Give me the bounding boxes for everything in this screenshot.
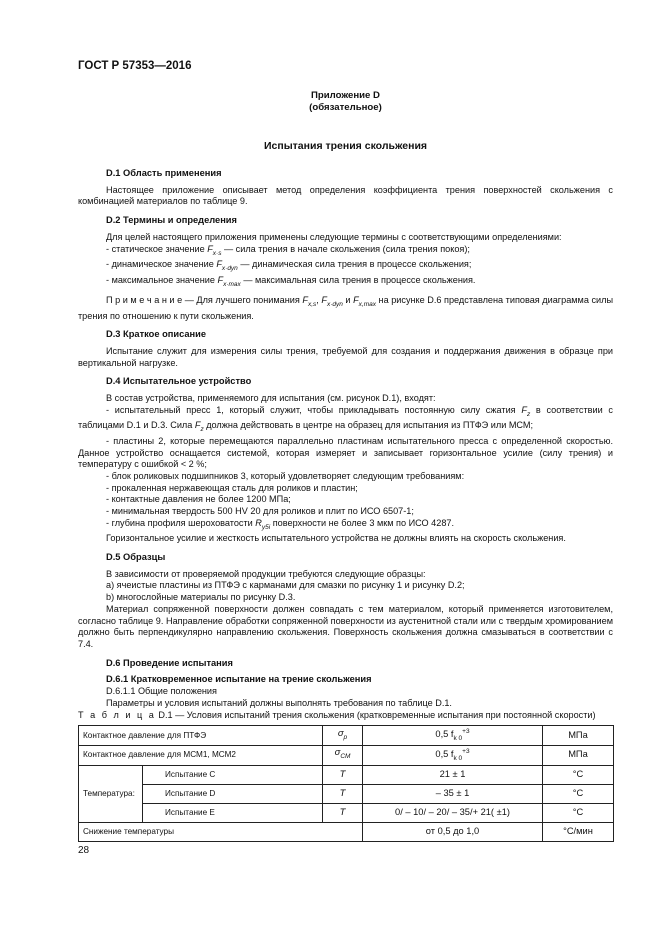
standard-designation: ГОСТ Р 57353—2016	[78, 60, 192, 72]
annex-status: (обязательное)	[309, 102, 382, 113]
temperature-label: Температура:	[79, 765, 143, 822]
param-unit: °C	[543, 765, 614, 784]
table-caption: Т а б л и ц а D.1 — Условия испытаний трения скольжения (кратковременные испытания при постоянной скорости)	[78, 709, 596, 720]
table-row	[79, 726, 614, 746]
param-name: Испытание D	[143, 784, 323, 803]
document-body	[78, 168, 613, 842]
section-d3-heading: D.3 Краткое описание	[106, 329, 207, 340]
sample-item-b: b) многослойные материалы по рисунку D.3.	[106, 592, 296, 603]
param-unit: °C	[543, 803, 614, 822]
section-d5-heading: D.5 Образцы	[106, 552, 166, 563]
param-unit: °C	[543, 784, 614, 803]
section-d1-heading: D.1 Область применения	[106, 168, 222, 178]
section-d6-text: Параметры и условия испытаний должны выполнять требования по таблице D.1.	[106, 697, 452, 708]
device-item-horizontal-force: Горизонтальное усилие и жесткость испытательного устройства не должны влиять на скорость скольжения.	[106, 533, 566, 544]
param-unit: °C/мин	[543, 822, 614, 841]
param-unit: МПа	[543, 745, 614, 765]
section-d4-intro: В состав устройства, применяемого для испытания (см. рисунок D.1), входят:	[106, 393, 436, 404]
device-item-roughness: - глубина профиля шероховатости $R_{y5i}$ поверхности не более 3 мкм по ИСО 4287.	[106, 517, 455, 531]
param-value: 0,5 $f_{k 0}^{+3}$	[363, 726, 543, 746]
annex-title: Испытания трения скольжения	[263, 140, 428, 152]
param-symbol: T	[323, 803, 363, 822]
table-row	[79, 822, 614, 841]
section-d6-heading: D.6 Проведение испытания	[106, 657, 233, 668]
device-item-steel: - прокаленная нержавеющая сталь для роликов и пластин;	[106, 482, 358, 493]
param-name: Контактное давление для МСМ1, МСМ2	[79, 745, 323, 765]
term-max: - максимальное значение $F_{x\cdot max}$ — максимальная сила трения в процессе скольжения.	[106, 274, 476, 288]
section-d6-1-heading: D.6.1 Кратковременное испытание на трение скольжения	[106, 674, 372, 685]
param-symbol: $\sigma_p$	[323, 726, 363, 746]
page-number: 28	[78, 845, 90, 856]
section-d2-heading: D.2 Термины и определения	[106, 215, 237, 226]
term-dynamic: - динамическое значение $F_{x\cdot dyn}$ — динамическая сила трения в процессе скольжения;	[106, 259, 472, 272]
section-d1-text: Настоящее приложение описывает метод определения коэффициента трения поверхностей скольжения с комбинацией материалов по таблице 9.	[78, 184, 613, 207]
conditions-table	[78, 725, 614, 841]
param-symbol: T	[323, 765, 363, 784]
param-value: 21 ± 1	[363, 765, 543, 784]
param-value: – 35 ± 1	[363, 784, 543, 803]
section-d5-intro: В зависимости от проверяемой продукции требуются следующие образцы:	[106, 568, 426, 579]
annex-name: Приложение D	[311, 90, 380, 101]
param-value: от 0,5 до 1,0	[363, 822, 543, 841]
term-static: - статическое значение $F_{x\cdot s}$ — сила трения в начале скольжения (сила трения покоя);	[106, 243, 470, 257]
device-item-plates: - пластины 2, которые перемещаются параллельно пластинам испытательного пресса с определенной скоростью. Данное устройство оснащается системой, которая измеряет и записывает горизонтальное усилие (силу трения) и температуру с ошибкой < 2 %;	[78, 435, 613, 470]
section-d5-text: Материал сопряженной поверхности должен совпадать с тем материалом, который применяется изготовителем, согласно таблице 9. Направление обработки сопряженной поверхности из аустенитной стали или с твердым хромированием должно быть перпендикулярно направлению скольжения. Поверхность скольжения должна смазываться в соответствии с 7.4.	[78, 603, 613, 649]
param-unit: МПа	[543, 726, 614, 746]
table-row	[79, 745, 614, 765]
table-row	[79, 765, 614, 784]
section-d4-heading: D.4 Испытательное устройство	[106, 376, 252, 387]
section-d2-intro: Для целей настоящего приложения применены следующие термины с соответствующими определениями:	[106, 231, 562, 242]
param-symbol: $\sigma_{CM}$	[323, 745, 363, 765]
param-name: Контактное давление для ПТФЭ	[79, 726, 323, 746]
device-item-bearings: - блок роликовых подшипников 3, который удовлетворяет следующим требованиям:	[106, 471, 465, 482]
sample-item-a: a) ячеистые пластины из ПТФЭ с карманами для смазки по рисунку 1 и рисунку D.2;	[106, 580, 465, 591]
table-row	[79, 803, 614, 822]
device-item-press: - испытательный пресс 1, который служит, чтобы прикладывать постоянную силу сжатия $F_z$ в соответствии с таблицами D.1 и D.3. Сила $F_z$ должна действовать в центре на образец для испытания из ПТФЭ или МСМ;	[78, 404, 613, 434]
section-d6-1-1-item: D.6.1.1 Общие положения	[106, 686, 217, 697]
param-name: Снижение температуры	[79, 822, 363, 841]
param-symbol: T	[323, 784, 363, 803]
section-d3-text: Испытание служит для измерения силы трения, требуемой для создания и поддержания движения в образце при вертикальной нагрузке.	[78, 346, 613, 368]
param-name: Испытание E	[143, 803, 323, 822]
param-name: Испытание С	[143, 765, 323, 784]
device-item-hardness: - минимальная твердость 500 HV 20 для роликов и плит по ИСО 6507-1;	[106, 506, 414, 517]
section-d2-note: П р и м е ч а н и е — Для лучшего понимания $F_{x,s}$, $F_{x\cdot dyn}$ и $F_{x,max}$ на рисунке D.6 представлена типовая диаграмма силы трения по отношению к пути скольжения.	[78, 295, 613, 321]
param-value: 0,5 $f_{k 0}^{+3}$	[363, 745, 543, 765]
table-row	[79, 784, 614, 803]
param-value: 0/ – 10/ – 20/ – 35/+ 21( ±1)	[363, 803, 543, 822]
device-item-pressure: - контактные давления не более 1200 МПа;	[106, 494, 291, 505]
